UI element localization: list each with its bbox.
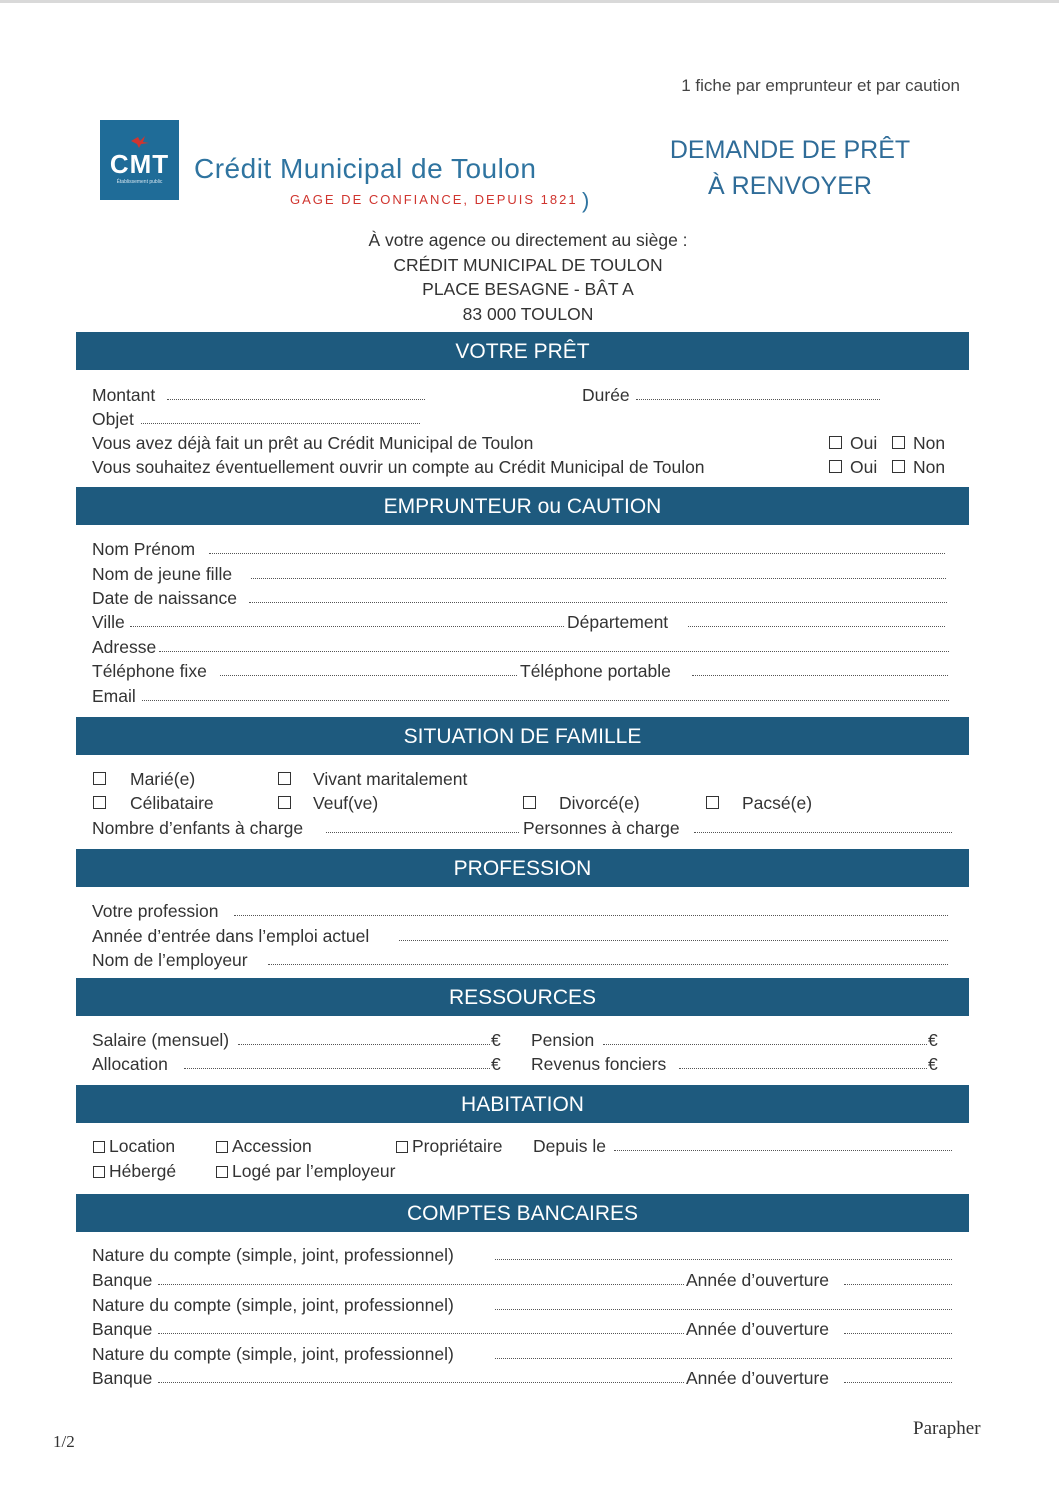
salaire-field[interactable] (238, 1044, 490, 1045)
pret-non-checkbox[interactable] (892, 436, 905, 449)
currency-symbol: € (928, 1054, 938, 1074)
nom-jeune-fille-label: Nom de jeune fille (92, 564, 233, 584)
employeur-field[interactable] (268, 964, 948, 965)
allocation-label: Allocation (92, 1054, 168, 1074)
email-label: Email (92, 686, 136, 706)
pacse-label: Pacsé(e) (742, 793, 813, 813)
oui-label: Oui (850, 457, 878, 477)
mailing-address (290, 228, 766, 326)
logo-subtext: Établissement public (116, 179, 163, 185)
currency-symbol: € (491, 1030, 501, 1050)
compte-oui-checkbox[interactable] (829, 460, 842, 473)
address-line: 83 000 TOULON (462, 303, 594, 324)
enfants-label: Nombre d’enfants à charge (92, 818, 304, 838)
depuis-field[interactable] (614, 1150, 952, 1151)
parapher-label: Parapher (913, 1418, 981, 1439)
page-number: 1/2 (53, 1432, 75, 1451)
logo-text: CMT (109, 149, 170, 179)
nature-compte-label: Nature du compte (simple, joint, professionnel) (92, 1245, 454, 1265)
objet-field[interactable] (141, 423, 420, 424)
nature-compte-label: Nature du compte (simple, joint, professionnel) (92, 1295, 454, 1315)
location-label: Location (109, 1136, 176, 1156)
address-line: PLACE BESAGNE - BÂT A (422, 279, 634, 299)
brand-swoosh: ) (582, 188, 590, 213)
montant-label: Montant (92, 385, 156, 405)
montant-field[interactable] (167, 399, 425, 400)
votre-profession-label: Votre profession (92, 901, 219, 921)
nom-prenom-field[interactable] (209, 553, 945, 554)
duree-label: Durée (582, 385, 630, 405)
currency-symbol: € (928, 1030, 938, 1050)
annee-ouverture-label: Année d’ouverture (686, 1270, 830, 1290)
departement-label: Département (567, 612, 669, 632)
revenus-fonciers-field[interactable] (679, 1068, 927, 1069)
annee-ouverture-field-2[interactable] (844, 1333, 952, 1334)
nom-prenom-label: Nom Prénom (92, 539, 196, 559)
ville-field[interactable] (130, 626, 564, 627)
section-header-habitation: HABITATION (76, 1085, 969, 1123)
annee-entree-field[interactable] (399, 940, 948, 941)
heberge-option[interactable] (93, 1161, 176, 1181)
employeur-label: Nom de l’employeur (92, 950, 248, 970)
title-line-2: À RENVOYER (708, 172, 872, 200)
section-header-ressources: RESSOURCES (76, 978, 969, 1016)
section-header-profession: PROFESSION (76, 849, 969, 887)
pacse-checkbox[interactable] (706, 796, 719, 809)
vivant-checkbox[interactable] (278, 772, 291, 785)
divorce-checkbox[interactable] (523, 796, 536, 809)
pret-oui-checkbox[interactable] (829, 436, 842, 449)
address-line: CRÉDIT MUNICIPAL DE TOULON (393, 254, 663, 275)
votre-profession-field[interactable] (234, 915, 948, 916)
annee-ouverture-label: Année d’ouverture (686, 1368, 830, 1388)
nom-jeune-fille-field[interactable] (251, 578, 946, 579)
banque-field-1[interactable] (158, 1284, 684, 1285)
heberge-label: Hébergé (109, 1161, 177, 1181)
accession-label: Accession (232, 1136, 312, 1156)
duree-field[interactable] (636, 399, 880, 400)
pension-field[interactable] (603, 1044, 927, 1045)
date-naissance-label: Date de naissance (92, 588, 237, 608)
oui-label: Oui (850, 433, 878, 453)
marie-checkbox[interactable] (93, 772, 106, 785)
celibataire-label: Célibataire (130, 793, 214, 813)
veuf-checkbox[interactable] (278, 796, 291, 809)
nature-compte-label: Nature du compte (simple, joint, professionnel) (92, 1344, 454, 1364)
question-compte-label: Vous souhaitez éventuellement ouvrir un compte au Crédit Municipal de Toulon (92, 457, 705, 477)
departement-field[interactable] (688, 626, 945, 627)
email-field[interactable] (142, 700, 949, 701)
nature-compte-field-1[interactable] (495, 1259, 952, 1260)
proprietaire-option[interactable] (396, 1136, 502, 1156)
non-label: Non (913, 457, 946, 477)
enfants-field[interactable] (326, 832, 519, 833)
cmt-logo (100, 120, 179, 200)
document-title (655, 132, 925, 204)
marie-label: Marié(e) (130, 769, 196, 789)
section-header-famille: SITUATION DE FAMILLE (76, 717, 969, 755)
proprietaire-checkbox[interactable] (396, 1141, 408, 1153)
annee-ouverture-field-3[interactable] (844, 1382, 952, 1383)
date-naissance-field[interactable] (249, 602, 947, 603)
objet-label: Objet (92, 409, 134, 429)
section-header-pret: VOTRE PRÊT (76, 332, 969, 370)
title-line-1: DEMANDE DE PRÊT (669, 136, 911, 164)
nature-compte-field-2[interactable] (495, 1309, 952, 1310)
celibataire-checkbox[interactable] (93, 796, 106, 809)
ville-label: Ville (92, 612, 125, 632)
personnes-label: Personnes à charge (523, 818, 680, 838)
vivant-label: Vivant maritalement (313, 769, 468, 789)
loge-employeur-checkbox[interactable] (216, 1166, 228, 1178)
veuf-label: Veuf(ve) (313, 793, 379, 813)
banque-field-2[interactable] (158, 1333, 684, 1334)
revenus-fonciers-label: Revenus fonciers (531, 1054, 667, 1074)
tel-portable-label: Téléphone portable (520, 661, 671, 681)
question-pret-label: Vous avez déjà fait un prêt au Crédit Municipal de Toulon (92, 433, 534, 453)
bird-icon (129, 135, 151, 149)
accession-checkbox[interactable] (216, 1141, 228, 1153)
depuis-label: Depuis le (533, 1136, 606, 1156)
accession-option[interactable] (216, 1136, 312, 1156)
loge-employeur-option[interactable] (216, 1161, 395, 1181)
allocation-field[interactable] (184, 1068, 490, 1069)
banque-label: Banque (92, 1270, 153, 1290)
salaire-label: Salaire (mensuel) (92, 1030, 230, 1050)
brand-tagline: GAGE DE CONFIANCE, DEPUIS 1821 (290, 192, 578, 207)
annee-ouverture-label: Année d’ouverture (686, 1319, 830, 1339)
location-option[interactable] (93, 1136, 175, 1156)
adresse-field[interactable] (159, 651, 949, 652)
personnes-field[interactable] (694, 832, 952, 833)
tel-fixe-field[interactable] (220, 675, 517, 676)
annee-entree-label: Année d’entrée dans l’emploi actuel (92, 926, 370, 946)
loge-employeur-label: Logé par l’employeur (232, 1161, 396, 1181)
section-header-emprunteur: EMPRUNTEUR ou CAUTION (76, 487, 969, 525)
pension-label: Pension (531, 1030, 595, 1050)
location-checkbox[interactable] (93, 1141, 105, 1153)
address-line: À votre agence ou directement au siège : (368, 230, 688, 250)
proprietaire-label: Propriétaire (412, 1136, 503, 1156)
tel-fixe-label: Téléphone fixe (92, 661, 207, 681)
non-label: Non (913, 433, 946, 453)
compte-non-checkbox[interactable] (892, 460, 905, 473)
tel-portable-field[interactable] (692, 675, 948, 676)
per-fiche-note: 1 fiche par emprunteur et par caution (681, 76, 960, 95)
divorce-label: Divorcé(e) (559, 793, 640, 813)
banque-field-3[interactable] (158, 1382, 684, 1383)
currency-symbol: € (491, 1054, 501, 1074)
section-header-comptes: COMPTES BANCAIRES (76, 1194, 969, 1232)
adresse-label: Adresse (92, 637, 157, 657)
banque-label: Banque (92, 1319, 153, 1339)
page-top-edge (0, 0, 1059, 3)
brand-name: Crédit Municipal de Toulon (194, 153, 537, 184)
annee-ouverture-field-1[interactable] (844, 1284, 952, 1285)
nature-compte-field-3[interactable] (495, 1358, 952, 1359)
banque-label: Banque (92, 1368, 153, 1388)
heberge-checkbox[interactable] (93, 1166, 105, 1178)
